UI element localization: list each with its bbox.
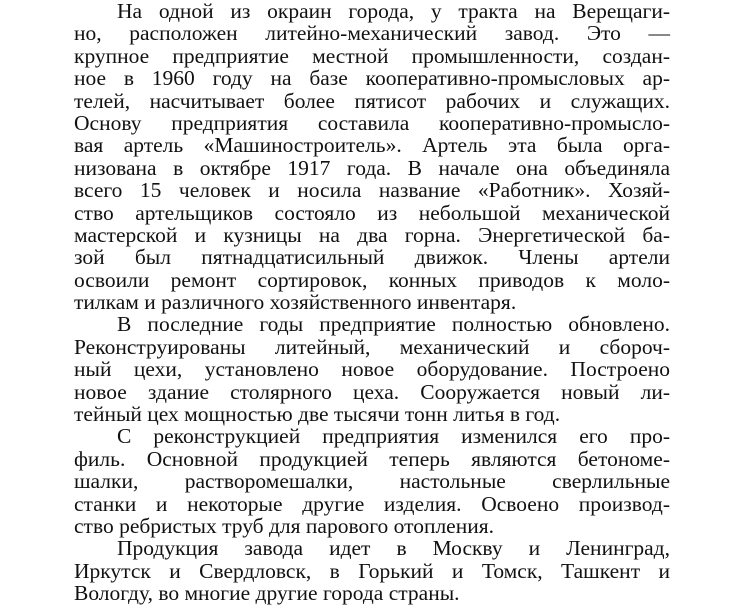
text-line: В последние годы предприятие полностью обновлено. — [117, 312, 670, 337]
text-line: низована в октябре 1917 года. В начале она объединяла — [74, 155, 670, 180]
text-line: ное в 1960 году на базе кооперативно-промысловых ар- — [74, 66, 670, 91]
text-line: Вологду, во многие другие города страны. — [74, 581, 460, 605]
text-line: тилкам и различного хозяйственного инвентаря. — [74, 290, 517, 315]
paragraph-4 — [74, 537, 670, 604]
text-line: освоили ремонт сортировок, конных приводов к моло- — [74, 267, 670, 292]
paragraph-3 — [74, 425, 670, 537]
text-line: всего 15 человек и носила название «Работник». Хозяй- — [74, 178, 670, 203]
text-line: Реконструированы литейный, механический и сбороч- — [74, 334, 670, 359]
text-line: С реконструкцией предприятия изменился его про- — [117, 424, 670, 449]
text-line: ный цехи, установлено новое оборудование. Построено — [74, 357, 670, 382]
paragraph-1 — [74, 0, 670, 313]
text-line: вая артель «Машиностроитель». Артель эта была орга- — [74, 133, 670, 158]
text-line: зой был пятнадцатисильный движок. Члены артели — [74, 245, 670, 270]
text-line: крупное предприятие местной промышленности, создан- — [74, 43, 670, 68]
text-line: Продукция завода идет в Москву и Ленинград, — [117, 536, 670, 561]
text-line: шалки, растворомешалки, настольные сверлильные — [74, 469, 670, 494]
text-line: но, расположен литейно-механический завод. Это — — [74, 21, 670, 46]
paragraph-2 — [74, 313, 670, 425]
text-line: ство ребристых труб для парового отопления. — [74, 513, 494, 538]
text-line: станки и некоторые другие изделия. Освоено производ- — [74, 491, 670, 516]
text-line: телей, насчитывает более пятисот рабочих и служащих. — [74, 88, 670, 113]
text-line: Иркутск и Свердловск, в Горький и Томск, Ташкент и — [74, 558, 670, 583]
text-line: Основу предприятия составила кооперативно-промысло- — [74, 110, 670, 135]
document-page — [74, 0, 670, 605]
text-line: На одной из окраин города, у тракта на Верещаги- — [117, 0, 670, 23]
text-line: новое здание столярного цеха. Сооружается новый ли- — [74, 379, 670, 404]
text-line: мастерской и кузницы на два горна. Энергетической ба- — [74, 222, 670, 247]
text-line: ство артельщиков состояло из небольшой механической — [74, 200, 670, 225]
text-line: тейный цех мощностью две тысячи тонн литья в год. — [74, 402, 561, 427]
text-line: филь. Основной продукцией теперь являются бетономе- — [74, 446, 670, 471]
